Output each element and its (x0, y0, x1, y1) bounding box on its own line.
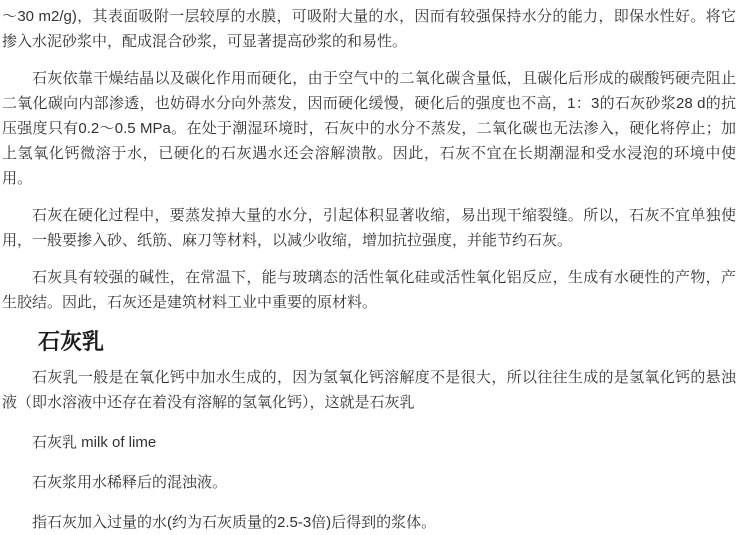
paragraph-continuation: ～30 m2/g)，其表面吸附一层较厚的水膜，可吸附大量的水，因而有较强保持水分的能力，即保水性好。将它掺入水泥砂浆中，配成混合砂浆，可显著提高砂浆的和易性。 (2, 8, 736, 50)
section-heading-lime-milk: 石灰乳 (38, 329, 105, 354)
paragraph-lime-milk-definition: 石灰乳一般是在氧化钙中加水生成的，因为氢氧化钙溶解度不是很大，所以往往生成的是氢氧化钙的悬浊液（即水溶液中还存在着没有溶解的氢氧化钙），这就是石灰乳 (2, 369, 736, 411)
paragraph-water-ratio: 指石灰加入过量的水(约为石灰质量的2.5-3倍)后得到的浆体。 (32, 514, 437, 531)
paragraph-hardening: 石灰依靠干燥结晶以及碳化作用而硬化，由于空气中的二氧化碳含量低，且碳化后形成的碳酸钙硬壳阻止二氧化碳向内部渗透，也妨碍水分向外蒸发，因而硬化缓慢，硬化后的强度也不高，1：3的石灰砂浆28 d的抗压强度只有0.2～0.5 MPa。在处于潮湿环境时，石灰中的水分不蒸发，二氧化碳也无法渗入，硬化将停止；加上氢氧化钙微溶于水，已硬化的石灰遇水还会溶解溃散。因此，石灰不宜在长期潮湿和受水浸泡的环境中使用。 (2, 70, 736, 187)
paragraph-diluted-slurry: 石灰浆用水稀释后的混浊液。 (32, 474, 228, 491)
paragraph-shrinkage: 石灰在硬化过程中，要蒸发掉大量的水分，引起体积显著收缩，易出现干缩裂缝。所以，石灰不宜单独使用，一般要掺入砂、纸筋、麻刀等材料，以减少收缩，增加抗拉强度，并能节约石灰。 (2, 207, 736, 249)
paragraph-lime-milk-english: 石灰乳 milk of lime (32, 434, 157, 451)
section-lime-milk-body (2, 365, 736, 535)
paragraph-alkalinity: 石灰具有较强的碱性，在常温下，能与玻璃态的活性氧化硅或活性氧化铝反应，生成有水硬性的产物，产生胶结。因此，石灰还是建筑材料工业中重要的原材料。 (2, 269, 736, 311)
